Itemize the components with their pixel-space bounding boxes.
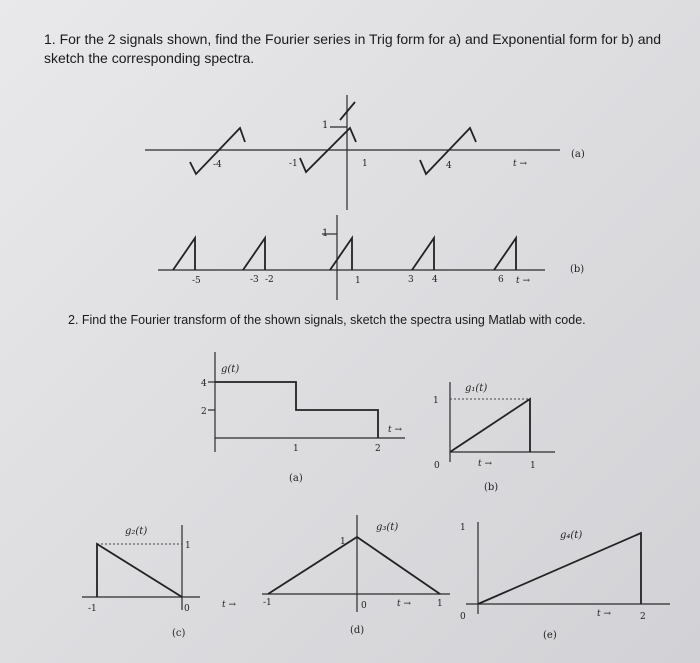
fig1a-amp: 1 bbox=[322, 120, 329, 131]
question-2-text: 2. Find the Fourier transform of the shown signals, sketch the spectra using Matlab with code. bbox=[68, 313, 586, 327]
fig1a-tick-neg1: -1 bbox=[289, 159, 298, 169]
fig2e-t-arrow: t → bbox=[597, 609, 612, 619]
fig2a-level-4: 4 bbox=[201, 379, 207, 389]
signal-1b-plot bbox=[158, 215, 584, 300]
fig1a-t-arrow: t → bbox=[513, 159, 528, 169]
fig1b-tick-neg2: -2 bbox=[265, 275, 274, 285]
fig2b-tick-0: 0 bbox=[434, 461, 440, 471]
fig2a-tick-2: 2 bbox=[375, 444, 381, 454]
signal-1a-plot bbox=[145, 95, 585, 210]
signal-2b-plot bbox=[433, 382, 555, 493]
fig2d-caption: (d) bbox=[350, 625, 365, 636]
fig2e-tick-2: 2 bbox=[640, 612, 646, 622]
fig2b-name: g₁(t) bbox=[465, 383, 488, 394]
fig1a-tick-neg4: -4 bbox=[213, 160, 222, 170]
fig2c-tick-neg1: -1 bbox=[88, 604, 97, 614]
fig2d-tick-0: 0 bbox=[361, 601, 367, 611]
fig2a-t-arrow: t → bbox=[388, 425, 403, 435]
fig2e-amp: 1 bbox=[460, 523, 466, 533]
fig2c-t-arrow: t → bbox=[222, 600, 237, 610]
fig2a-tick-1: 1 bbox=[293, 444, 299, 454]
fig2c-name: g₂(t) bbox=[125, 526, 148, 537]
fig1b-caption: (b) bbox=[570, 264, 585, 275]
question-1-text: 1. For the 2 signals shown, find the Fourier series in Trig form for a) and Exponential form for b) and sketch the corresponding spectra. bbox=[44, 31, 662, 66]
fig2e-tick-0: 0 bbox=[460, 612, 466, 622]
fig2e-caption: (e) bbox=[543, 630, 557, 641]
fig1b-tick-6: 6 bbox=[498, 275, 504, 285]
fig2a-name: g(t) bbox=[221, 364, 240, 375]
fig1b-tick-1: 1 bbox=[355, 276, 361, 286]
fig2b-tick-1: 1 bbox=[530, 461, 536, 471]
fig1b-tick-4: 4 bbox=[432, 275, 438, 285]
fig1b-tick-neg5: -5 bbox=[192, 276, 201, 286]
signal-2a-plot bbox=[201, 352, 405, 484]
fig2d-name: g₃(t) bbox=[376, 522, 399, 533]
fig2d-amp: 1 bbox=[340, 537, 346, 547]
signal-2c-plot bbox=[82, 525, 236, 639]
fig2d-t-arrow: t → bbox=[397, 599, 412, 609]
signal-2e-plot bbox=[460, 522, 670, 641]
fig1a-caption: (a) bbox=[571, 149, 585, 160]
fig2d-tick-neg1: -1 bbox=[263, 598, 272, 608]
fig2a-caption: (a) bbox=[289, 473, 303, 484]
fig2d-tick-1: 1 bbox=[437, 599, 443, 609]
fig2b-amp: 1 bbox=[433, 396, 439, 406]
fig1b-tick-neg3: -3 bbox=[250, 275, 259, 285]
fig1b-tick-3: 3 bbox=[408, 275, 414, 285]
fig1a-tick-4: 4 bbox=[446, 161, 452, 171]
fig1a-tick-1: 1 bbox=[362, 159, 368, 169]
fig1b-amp: 1 bbox=[322, 228, 329, 239]
fig2b-caption: (b) bbox=[484, 482, 499, 493]
fig2c-caption: (c) bbox=[172, 628, 186, 639]
fig1b-t-arrow: t → bbox=[516, 276, 531, 286]
fig2c-tick-0: 0 bbox=[184, 604, 190, 614]
fig2a-level-2: 2 bbox=[201, 407, 207, 417]
fig2b-t-arrow: t → bbox=[478, 459, 493, 469]
signal-2d-plot bbox=[262, 515, 450, 636]
fig2e-name: g₄(t) bbox=[560, 530, 583, 541]
fig2c-amp: 1 bbox=[185, 541, 191, 551]
